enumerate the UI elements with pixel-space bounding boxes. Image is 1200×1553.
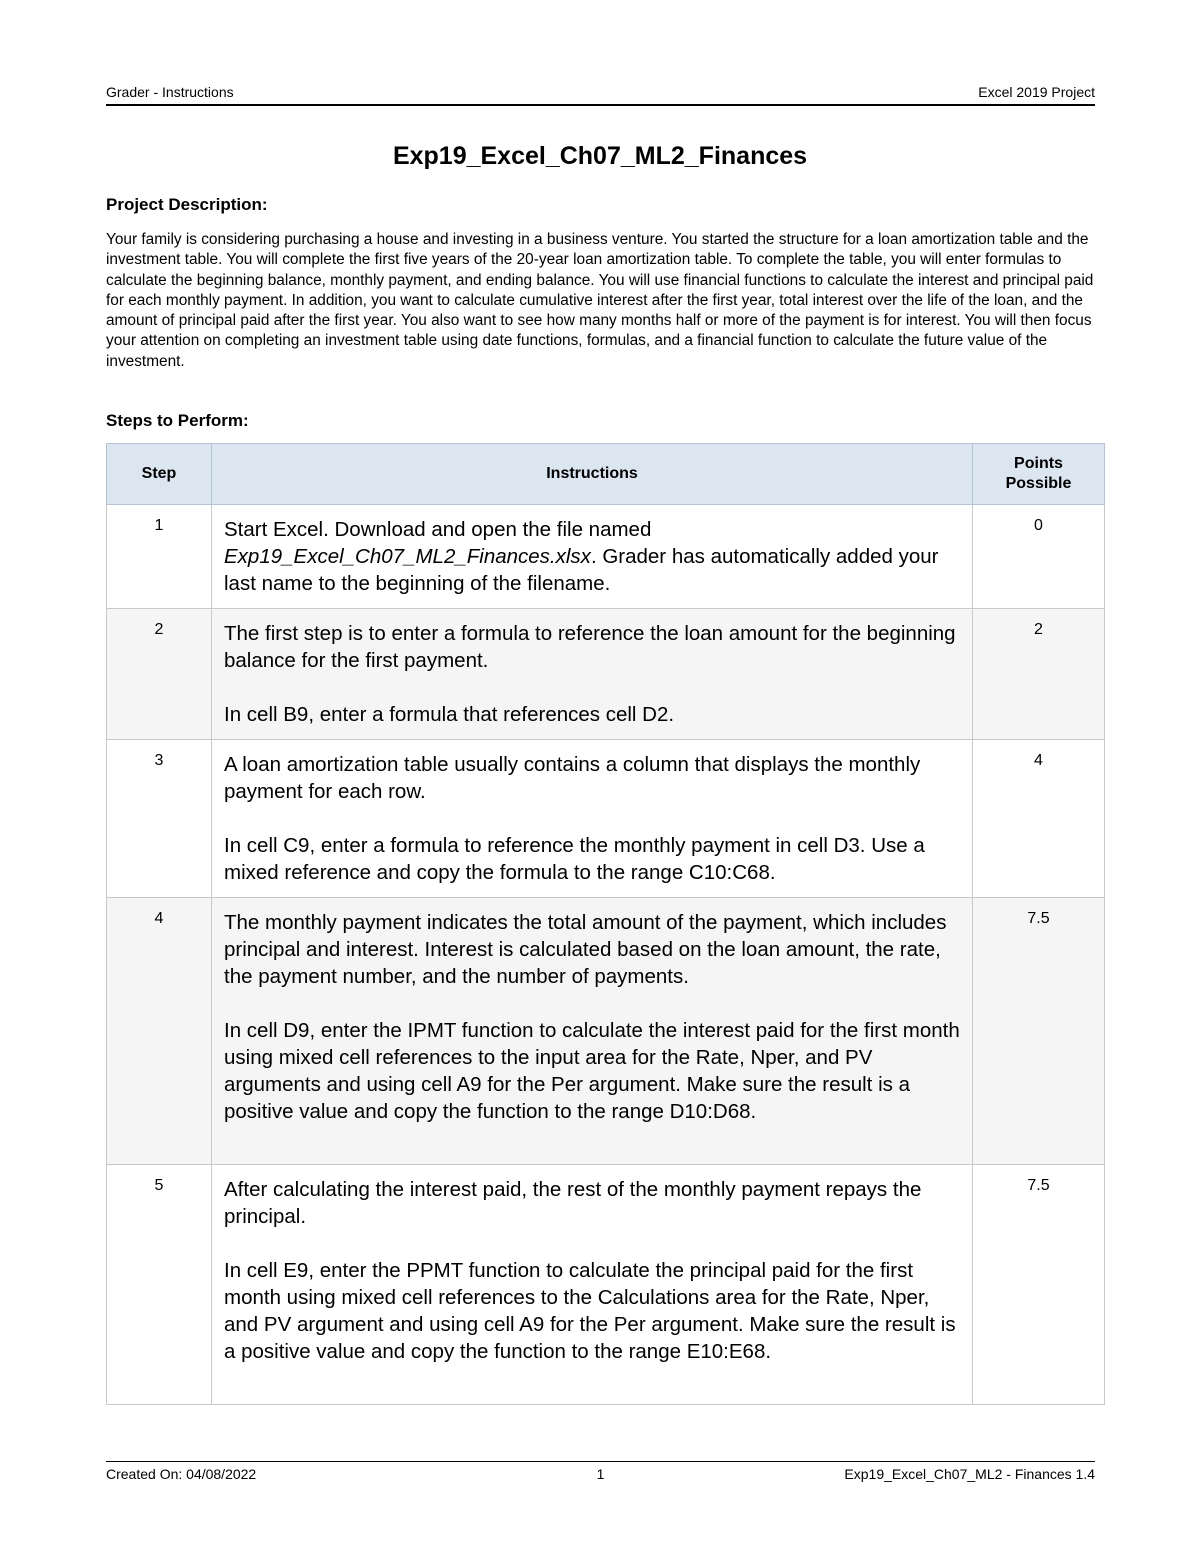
step-text: . Grader has automatically added your last name to the beginning of the filename. — [224, 545, 939, 595]
step-text: After calculating the interest paid, the rest of the monthly payment repays the principal. — [224, 1178, 922, 1228]
step-points: 7.5 — [973, 898, 1105, 1165]
header-points-line1: Points — [1014, 455, 1063, 472]
table-row — [107, 505, 1105, 609]
file-name: Exp19_Excel_Ch07_ML2_Finances.xlsx — [224, 545, 591, 568]
step-instructions — [212, 1165, 973, 1405]
steps-heading: Steps to Perform: — [106, 411, 249, 430]
step-points: 0 — [973, 505, 1105, 609]
header-left: Grader - Instructions — [106, 84, 234, 100]
step-points: 7.5 — [973, 1165, 1105, 1405]
step-text: The monthly payment indicates the total amount of the payment, which includes principal and interest. Interest is calculated based on the loan amount, the rate, the payment number, and the number of payments. — [224, 911, 947, 988]
step-number: 5 — [107, 1165, 212, 1405]
header-step: Step — [107, 444, 212, 505]
header-points-line2: Possible — [1005, 475, 1072, 492]
step-text: In cell C9, enter a formula to reference the monthly payment in cell D3. Use a mixed reference and copy the formula to the range C10:C68. — [224, 834, 925, 884]
step-points: 2 — [973, 609, 1105, 740]
step-points: 4 — [973, 740, 1105, 898]
step-text: Start Excel. Download and open the file named — [224, 518, 652, 541]
footer-created-on: Created On: 04/08/2022 — [106, 1466, 257, 1482]
step-number: 3 — [107, 740, 212, 898]
footer-version: Exp19_Excel_Ch07_ML2 - Finances 1.4 — [844, 1466, 1095, 1482]
table-row — [107, 898, 1105, 1165]
step-instructions — [212, 740, 973, 898]
project-description-heading: Project Description: — [106, 195, 268, 214]
step-text: In cell D9, enter the IPMT function to calculate the interest paid for the first month using mixed cell references to the input area for the Rate, Nper, and PV arguments and using cell A9 for the Per argument. Make sure the result is a positive value and copy the function to the range D10:D68. — [224, 1019, 960, 1123]
step-instructions — [212, 898, 973, 1165]
header-right: Excel 2019 Project — [978, 84, 1095, 100]
step-text: The first step is to enter a formula to reference the loan amount for the beginning balance for the first payment. — [224, 622, 956, 672]
page-header — [106, 82, 1095, 106]
project-description-text: Your family is considering purchasing a house and investing in a business venture. You started the structure for a loan amortization table and the investment table. You will complete the first five years of the 20-year loan amortization table. To complete the table, you will enter formulas to calculate the beginning balance, monthly payment, and ending balance. You will use financial functions to calculate the interest and principal paid for each monthly payment. In addition, you want to calculate cumulative interest after the first year, total interest over the life of the loan, and the amount of principal paid after the first year. You also want to see how many months half or more of the payment is for interest. You will then focus your attention on completing an investment table using date functions, formulas, and a financial function to calculate the future value of the investment. — [106, 231, 1094, 370]
step-instructions — [212, 505, 973, 609]
step-text: In cell B9, enter a formula that references cell D2. — [224, 703, 675, 726]
table-row — [107, 1165, 1105, 1405]
table-header-row — [107, 444, 1105, 505]
document-title: Exp19_Excel_Ch07_ML2_Finances — [392, 142, 808, 170]
header-instructions: Instructions — [212, 444, 973, 505]
table-row — [107, 609, 1105, 740]
page-footer — [106, 1461, 1095, 1482]
step-text: In cell E9, enter the PPMT function to calculate the principal paid for the first month using mixed cell references to the Calculations area for the Rate, Nper, and PV argument and using cell A9 for the Per argument. Make sure the result is a positive value and copy the function to the range E10:E68. — [224, 1259, 956, 1363]
step-instructions — [212, 609, 973, 740]
footer-page-number: 1 — [596, 1466, 605, 1482]
step-number: 4 — [107, 898, 212, 1165]
steps-table — [106, 443, 1105, 1405]
header-points — [973, 444, 1105, 505]
table-row — [107, 740, 1105, 898]
step-number: 2 — [107, 609, 212, 740]
step-number: 1 — [107, 505, 212, 609]
step-text: A loan amortization table usually contains a column that displays the monthly payment for each row. — [224, 753, 921, 803]
